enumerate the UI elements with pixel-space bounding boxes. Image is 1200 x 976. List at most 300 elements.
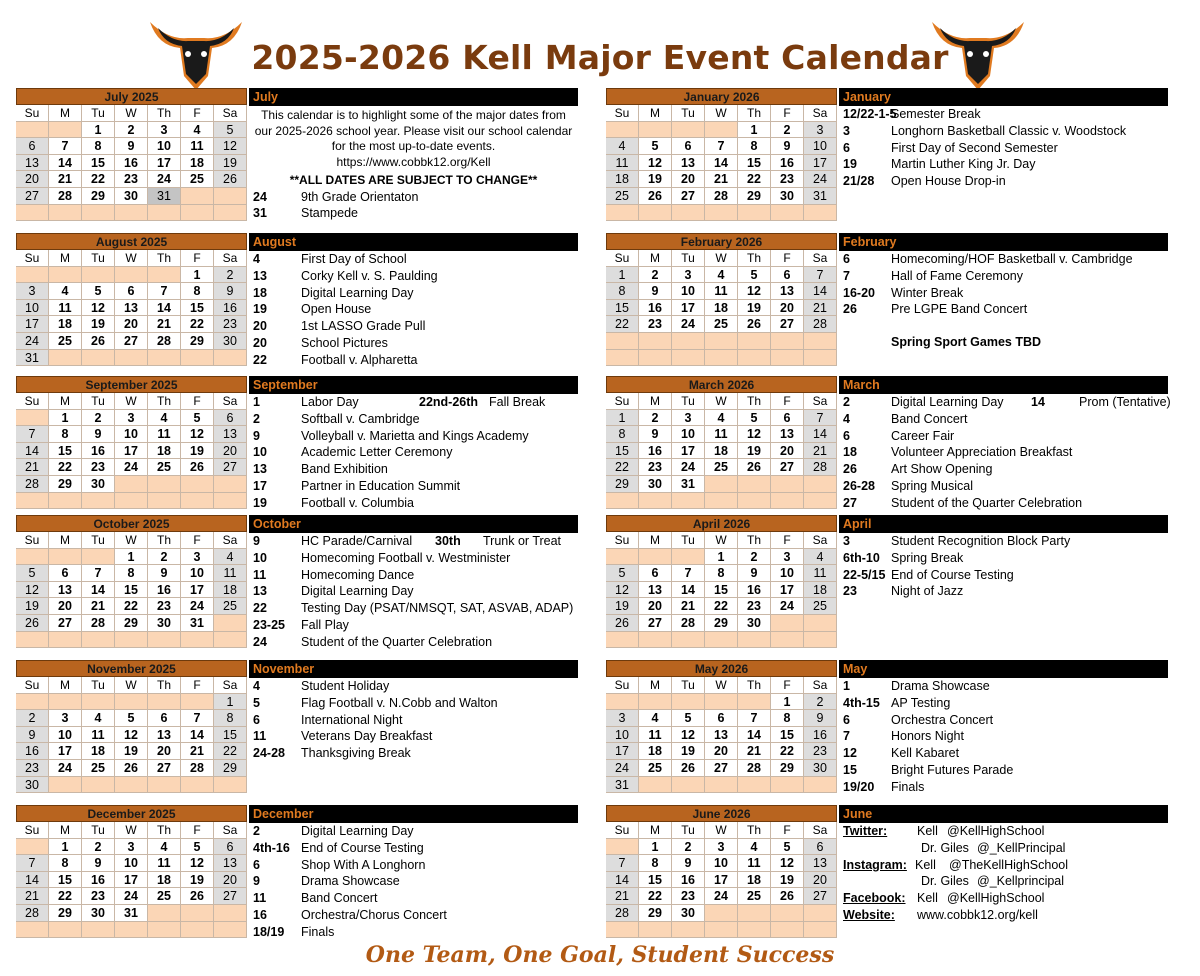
day-cell: 12 xyxy=(771,855,804,872)
day-cell: 9 xyxy=(804,710,837,727)
day-cell: 24 xyxy=(705,888,738,905)
day-header: Tu xyxy=(672,250,705,267)
day-cell: 20 xyxy=(148,743,181,760)
event-date-2: 30th xyxy=(435,534,461,548)
day-cell: 16 xyxy=(672,872,705,889)
day-cell: 8 xyxy=(705,565,738,582)
day-cell: 26 xyxy=(771,888,804,905)
day-cell: 23 xyxy=(804,743,837,760)
day-cell: 25 xyxy=(738,888,771,905)
day-cell: 26 xyxy=(82,333,115,350)
event-title: Homecoming/HOF Basketball v. Cambridge xyxy=(891,252,1133,266)
day-cell: 17 xyxy=(181,582,214,599)
day-cell: 19 xyxy=(181,872,214,889)
event-date: 26 xyxy=(843,462,857,477)
day-header: F xyxy=(181,677,214,694)
day-cell: 22 xyxy=(181,316,214,333)
empty-cell xyxy=(49,122,82,139)
event-row xyxy=(249,907,578,924)
event-title: Softball v. Cambridge xyxy=(301,411,420,426)
day-cell: 18 xyxy=(214,582,247,599)
empty-cell xyxy=(771,476,804,493)
event-date: 3 xyxy=(843,534,850,548)
day-header: W xyxy=(705,677,738,694)
empty-cell xyxy=(639,922,672,939)
day-cell: 12 xyxy=(82,300,115,317)
day-cell: 1 xyxy=(738,122,771,139)
event-title: Winter Break xyxy=(891,285,964,300)
day-cell: 25 xyxy=(606,188,639,205)
day-cell: 9 xyxy=(214,283,247,300)
day-cell: 4 xyxy=(705,267,738,284)
events-header: June xyxy=(839,805,1168,823)
day-cell: 6 xyxy=(672,138,705,155)
event-row xyxy=(249,583,578,600)
day-cell: 6 xyxy=(49,565,82,582)
event-row xyxy=(839,695,1168,712)
event-row xyxy=(839,745,1168,762)
event-date: 6 xyxy=(843,712,850,727)
event-date: 6th-10 xyxy=(843,550,880,565)
day-cell: 25 xyxy=(705,459,738,476)
social-row xyxy=(839,890,1168,907)
day-cell: 29 xyxy=(181,333,214,350)
day-cell: 7 xyxy=(804,410,837,427)
empty-cell xyxy=(49,632,82,649)
day-cell: 18 xyxy=(148,872,181,889)
day-header: Tu xyxy=(672,393,705,410)
day-cell: 3 xyxy=(672,410,705,427)
month-grid xyxy=(16,105,247,221)
month-title: April 2026 xyxy=(606,515,837,532)
day-cell: 18 xyxy=(705,443,738,460)
intro-paragraph: This calendar is to highlight some of the major dates from our 2025-2026 school year. Please visit our school calendar for the most up-to-date events. xyxy=(254,108,573,153)
day-cell: 25 xyxy=(148,888,181,905)
empty-cell xyxy=(148,632,181,649)
day-cell: 6 xyxy=(639,565,672,582)
event-date: 24 xyxy=(253,634,267,649)
day-cell: 5 xyxy=(16,565,49,582)
event-date: 27 xyxy=(843,495,857,510)
day-header: Sa xyxy=(214,532,247,549)
empty-cell xyxy=(16,694,49,711)
event-row xyxy=(249,873,578,890)
day-cell: 24 xyxy=(672,459,705,476)
day-cell: 19 xyxy=(181,443,214,460)
event-row xyxy=(839,444,1168,461)
day-cell: 16 xyxy=(804,727,837,744)
day-cell: 6 xyxy=(214,839,247,856)
social-owner: Kell xyxy=(917,891,938,906)
events-january xyxy=(839,88,1168,190)
event-date: 19 xyxy=(253,302,267,317)
calendar-june-2026 xyxy=(606,805,837,938)
event-title: 1st LASSO Grade Pull xyxy=(301,319,426,334)
day-cell: 3 xyxy=(49,710,82,727)
empty-cell xyxy=(148,922,181,939)
event-row xyxy=(249,205,578,222)
empty-cell xyxy=(639,549,672,566)
day-header: Sa xyxy=(214,250,247,267)
event-date: 2 xyxy=(253,824,260,838)
day-cell: 9 xyxy=(82,426,115,443)
day-header: Su xyxy=(16,822,49,839)
social-handle[interactable]: @TheKellHighSchool xyxy=(949,857,1069,872)
day-cell: 28 xyxy=(49,188,82,205)
day-cell: 4 xyxy=(804,549,837,566)
event-row xyxy=(249,318,578,335)
month-grid xyxy=(16,532,247,648)
social-owner: Dr. Giles xyxy=(921,840,969,855)
day-header: F xyxy=(181,105,214,122)
event-row xyxy=(249,301,578,318)
empty-cell xyxy=(214,493,247,510)
empty-cell xyxy=(214,350,247,367)
empty-cell xyxy=(606,205,639,222)
event-title: Open House Drop-in xyxy=(891,174,1006,189)
day-cell: 19 xyxy=(115,743,148,760)
empty-cell xyxy=(771,905,804,922)
empty-cell xyxy=(606,694,639,711)
day-cell: 18 xyxy=(705,300,738,317)
intro-text xyxy=(249,106,578,189)
event-row xyxy=(249,461,578,478)
day-cell: 11 xyxy=(639,727,672,744)
event-date: 13 xyxy=(253,462,267,477)
social-handle[interactable]: @KellHighSchool xyxy=(947,891,1045,906)
event-title: Art Show Opening xyxy=(891,462,993,477)
day-cell: 12 xyxy=(181,426,214,443)
day-cell: 17 xyxy=(606,743,639,760)
social-handle[interactable]: @_Kellprincipal xyxy=(977,874,1065,889)
day-cell: 12 xyxy=(639,155,672,172)
event-row xyxy=(249,533,578,550)
day-cell: 22 xyxy=(49,459,82,476)
day-cell: 24 xyxy=(16,333,49,350)
day-cell: 27 xyxy=(705,760,738,777)
day-cell: 28 xyxy=(804,459,837,476)
events-header: January xyxy=(839,88,1168,106)
page-title: 2025-2026 Kell Major Event Calendar xyxy=(251,38,949,77)
day-cell: 24 xyxy=(606,760,639,777)
day-cell: 16 xyxy=(738,582,771,599)
day-cell: 4 xyxy=(148,410,181,427)
event-row xyxy=(249,712,578,729)
event-row xyxy=(249,695,578,712)
events-header: April xyxy=(839,515,1168,533)
empty-cell xyxy=(705,777,738,794)
event-row xyxy=(839,567,1168,584)
event-row xyxy=(249,285,578,302)
event-title: Academic Letter Ceremony xyxy=(301,445,453,460)
empty-cell xyxy=(672,350,705,367)
empty-cell xyxy=(705,333,738,350)
day-cell: 12 xyxy=(181,855,214,872)
empty-cell xyxy=(49,350,82,367)
day-cell: 14 xyxy=(16,443,49,460)
events-april xyxy=(839,515,1168,600)
event-row xyxy=(249,394,578,411)
day-cell: 23 xyxy=(214,316,247,333)
event-title: Labor Day xyxy=(301,395,359,409)
events-june xyxy=(839,805,1168,924)
day-cell: 23 xyxy=(639,459,672,476)
day-cell: 22 xyxy=(82,171,115,188)
empty-cell xyxy=(672,493,705,510)
empty-cell xyxy=(771,350,804,367)
empty-cell xyxy=(214,205,247,222)
empty-cell xyxy=(49,493,82,510)
day-cell: 2 xyxy=(115,122,148,139)
spring-sport-note: Spring Sport Games TBD xyxy=(891,335,1042,350)
event-date: 10 xyxy=(253,550,267,565)
day-cell: 23 xyxy=(148,598,181,615)
day-cell: 21 xyxy=(738,743,771,760)
day-cell: 28 xyxy=(148,333,181,350)
empty-cell xyxy=(148,777,181,794)
social-handle[interactable]: @KellHighSchool xyxy=(947,824,1045,838)
day-header: F xyxy=(181,393,214,410)
calendar-february-2026 xyxy=(606,233,837,366)
day-cell: 15 xyxy=(115,582,148,599)
events-header: March xyxy=(839,376,1168,394)
day-cell: 3 xyxy=(115,410,148,427)
day-header: F xyxy=(771,393,804,410)
event-title: Career Fair xyxy=(891,428,955,443)
day-cell: 19 xyxy=(16,598,49,615)
day-cell: 12 xyxy=(115,727,148,744)
empty-cell xyxy=(639,205,672,222)
day-cell: 11 xyxy=(49,300,82,317)
empty-cell xyxy=(181,350,214,367)
change-notice: **ALL DATES ARE SUBJECT TO CHANGE** xyxy=(289,173,538,187)
empty-cell xyxy=(705,476,738,493)
event-title: Digital Learning Day xyxy=(891,395,1004,409)
day-cell: 17 xyxy=(705,872,738,889)
day-header: F xyxy=(181,250,214,267)
event-date: 18 xyxy=(253,285,267,300)
empty-cell xyxy=(606,333,639,350)
day-header: Su xyxy=(16,105,49,122)
day-cell: 22 xyxy=(771,743,804,760)
day-cell: 18 xyxy=(148,443,181,460)
day-cell: 25 xyxy=(804,598,837,615)
event-row xyxy=(249,495,578,512)
day-cell: 2 xyxy=(214,267,247,284)
empty-cell xyxy=(49,922,82,939)
day-header: M xyxy=(639,532,672,549)
event-title-2: Fall Break xyxy=(489,395,546,409)
event-row xyxy=(839,779,1168,796)
day-header: Sa xyxy=(214,677,247,694)
social-row xyxy=(839,907,1168,924)
day-header: Su xyxy=(16,532,49,549)
day-cell: 16 xyxy=(639,300,672,317)
social-handle[interactable]: @_KellPrincipal xyxy=(977,840,1066,855)
day-cell: 15 xyxy=(705,582,738,599)
day-cell: 3 xyxy=(115,839,148,856)
event-row xyxy=(249,411,578,428)
empty-cell xyxy=(16,205,49,222)
month-title: October 2025 xyxy=(16,515,247,532)
day-cell: 21 xyxy=(672,598,705,615)
day-header: W xyxy=(705,532,738,549)
day-cell: 25 xyxy=(49,333,82,350)
day-header: M xyxy=(49,532,82,549)
event-title: 9th Grade Orientaton xyxy=(301,189,419,204)
empty-cell xyxy=(115,267,148,284)
events-header: July xyxy=(249,88,578,106)
empty-cell xyxy=(672,777,705,794)
day-cell: 20 xyxy=(16,171,49,188)
day-header: M xyxy=(639,393,672,410)
empty-cell xyxy=(804,632,837,649)
day-cell: 21 xyxy=(606,888,639,905)
day-cell: 18 xyxy=(804,582,837,599)
day-cell: 16 xyxy=(214,300,247,317)
event-title: End of Course Testing xyxy=(301,840,424,855)
day-header: Sa xyxy=(804,393,837,410)
day-cell: 23 xyxy=(738,598,771,615)
event-title: End of Course Testing xyxy=(891,567,1014,582)
empty-cell xyxy=(672,333,705,350)
day-cell: 4 xyxy=(148,839,181,856)
events-header: August xyxy=(249,233,578,251)
empty-cell xyxy=(804,350,837,367)
event-date: 11 xyxy=(253,567,267,582)
empty-cell xyxy=(49,549,82,566)
day-cell: 21 xyxy=(16,888,49,905)
month-title: January 2026 xyxy=(606,88,837,105)
empty-cell xyxy=(672,632,705,649)
day-cell: 4 xyxy=(181,122,214,139)
event-date: 2 xyxy=(843,395,850,409)
day-cell: 19 xyxy=(606,598,639,615)
day-header: Su xyxy=(16,677,49,694)
social-owner: Kell xyxy=(917,824,938,838)
day-cell: 29 xyxy=(771,760,804,777)
day-cell: 23 xyxy=(16,760,49,777)
event-title: Semester Break xyxy=(891,107,981,121)
day-cell: 16 xyxy=(82,443,115,460)
day-cell: 10 xyxy=(606,727,639,744)
day-header: F xyxy=(771,250,804,267)
day-cell: 11 xyxy=(705,283,738,300)
empty-cell xyxy=(804,615,837,632)
day-cell: 17 xyxy=(148,155,181,172)
day-cell: 7 xyxy=(606,855,639,872)
day-cell: 1 xyxy=(181,267,214,284)
day-cell: 6 xyxy=(214,410,247,427)
events-may xyxy=(839,660,1168,796)
event-date: 13 xyxy=(253,584,267,599)
empty-cell xyxy=(771,205,804,222)
events-november xyxy=(249,660,578,762)
day-cell: 13 xyxy=(49,582,82,599)
day-cell: 2 xyxy=(738,549,771,566)
day-cell: 31 xyxy=(804,188,837,205)
empty-cell xyxy=(181,922,214,939)
day-cell: 27 xyxy=(804,888,837,905)
empty-cell xyxy=(181,632,214,649)
day-cell: 10 xyxy=(804,138,837,155)
event-title: Digital Learning Day xyxy=(301,285,414,300)
day-cell: 23 xyxy=(82,459,115,476)
empty-cell xyxy=(705,205,738,222)
day-cell: 15 xyxy=(82,155,115,172)
month-title: August 2025 xyxy=(16,233,247,250)
school-url[interactable]: https://www.cobbk12.org/Kell xyxy=(336,154,491,169)
empty-cell xyxy=(82,205,115,222)
day-cell: 1 xyxy=(214,694,247,711)
empty-cell xyxy=(705,905,738,922)
day-cell: 5 xyxy=(738,267,771,284)
event-date: 6 xyxy=(843,140,850,155)
social-row xyxy=(839,873,1168,890)
day-cell: 10 xyxy=(672,426,705,443)
event-date: 12 xyxy=(843,746,857,761)
day-header: W xyxy=(115,677,148,694)
day-header: M xyxy=(49,822,82,839)
day-cell: 3 xyxy=(771,549,804,566)
month-title: November 2025 xyxy=(16,660,247,677)
day-cell: 1 xyxy=(49,410,82,427)
day-cell: 25 xyxy=(705,316,738,333)
day-header: Su xyxy=(606,677,639,694)
events-header: November xyxy=(249,660,578,678)
day-cell: 14 xyxy=(705,155,738,172)
event-date: 13 xyxy=(253,268,267,283)
events-header: May xyxy=(839,660,1168,678)
empty-cell xyxy=(738,922,771,939)
day-cell: 6 xyxy=(115,283,148,300)
day-cell: 14 xyxy=(16,872,49,889)
event-date: 19/20 xyxy=(843,779,875,794)
event-title: Volleyball v. Marietta and Kings Academy xyxy=(301,428,529,443)
day-cell: 3 xyxy=(148,122,181,139)
day-cell: 30 xyxy=(115,188,148,205)
day-cell: 8 xyxy=(606,426,639,443)
day-cell: 5 xyxy=(214,122,247,139)
day-cell: 11 xyxy=(148,855,181,872)
calendar-january-2026 xyxy=(606,88,837,221)
empty-cell xyxy=(148,267,181,284)
empty-cell xyxy=(148,350,181,367)
social-row xyxy=(839,857,1168,874)
month-grid xyxy=(16,250,247,366)
day-cell: 7 xyxy=(16,855,49,872)
event-date: 22-5/15 xyxy=(843,567,886,582)
day-header: Su xyxy=(606,822,639,839)
empty-cell xyxy=(804,922,837,939)
day-cell: 15 xyxy=(181,300,214,317)
empty-cell xyxy=(16,493,49,510)
events-march xyxy=(839,376,1171,512)
day-cell: 8 xyxy=(49,426,82,443)
day-header: Th xyxy=(148,393,181,410)
day-header: Su xyxy=(16,250,49,267)
day-cell: 2 xyxy=(639,267,672,284)
day-cell: 1 xyxy=(49,839,82,856)
day-cell: 28 xyxy=(181,760,214,777)
day-cell: 8 xyxy=(771,710,804,727)
event-row xyxy=(839,285,1168,302)
day-cell: 5 xyxy=(181,410,214,427)
social-owner[interactable]: www.cobbk12.org/kell xyxy=(917,907,1038,922)
event-title: Hall of Fame Ceremony xyxy=(891,268,1023,283)
month-title: May 2026 xyxy=(606,660,837,677)
day-cell: 3 xyxy=(181,549,214,566)
